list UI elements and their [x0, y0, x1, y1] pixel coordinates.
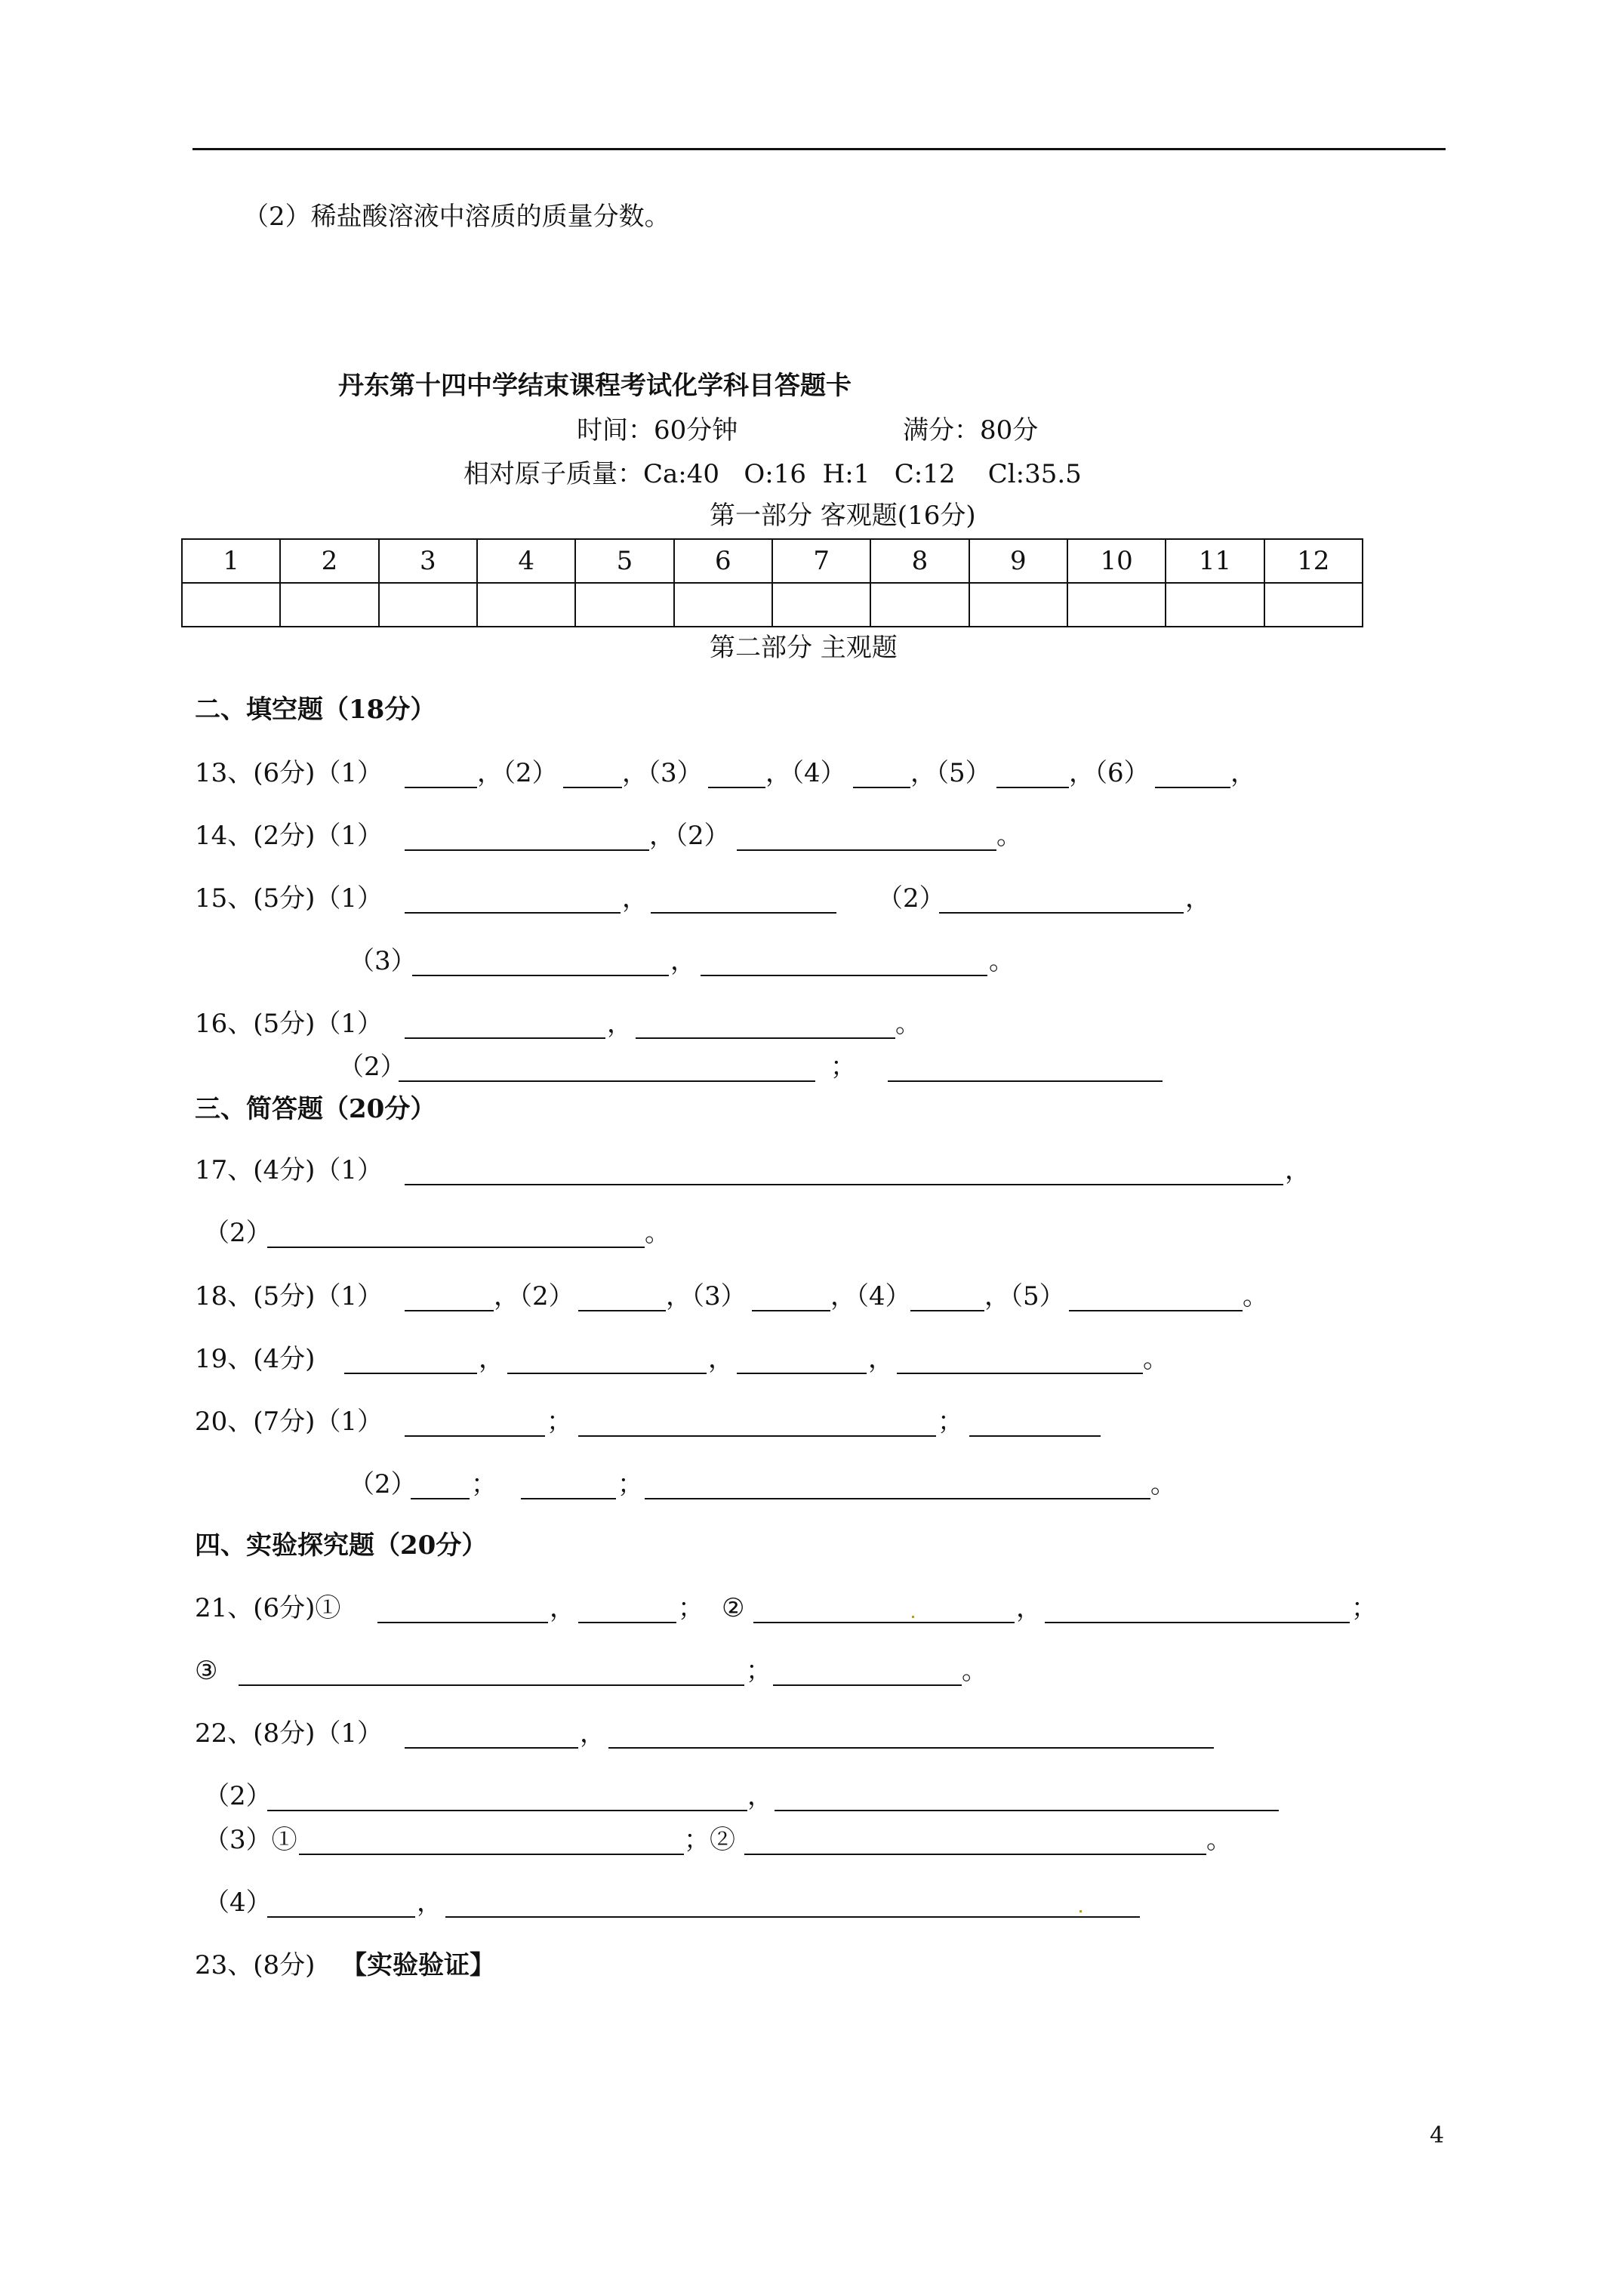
- scan-speck: [1079, 1910, 1082, 1912]
- q15-part-3: （3）: [349, 946, 417, 976]
- q20-blank-5[interactable]: [521, 1498, 616, 1499]
- q14-end: 。: [996, 821, 1022, 851]
- q19-blank-1[interactable]: [344, 1373, 477, 1374]
- grid-col-8: 8: [870, 539, 969, 583]
- card-title: 丹东第十四中学结束课程考试化学科目答题卡: [338, 371, 852, 401]
- grid-col-4: 4: [477, 539, 575, 583]
- q20-blank-4[interactable]: [411, 1498, 470, 1499]
- q16-comma-1: ，: [607, 1009, 633, 1039]
- q20-part-2: （2）: [349, 1469, 417, 1499]
- q22-blank-8[interactable]: [445, 1916, 1140, 1918]
- q22-label: 22、(8分)（1）: [195, 1718, 383, 1749]
- q20-blank-2[interactable]: [578, 1435, 936, 1437]
- q15-end-3: 。: [989, 946, 1015, 976]
- q13-blank-6[interactable]: [1155, 787, 1230, 788]
- q13-blank-2[interactable]: [563, 787, 622, 788]
- q19-comma-1: ，: [479, 1344, 504, 1374]
- q16-blank-2[interactable]: [636, 1037, 895, 1039]
- grid-col-12: 12: [1264, 539, 1363, 583]
- q20-semicolon-3: ；: [471, 1469, 497, 1499]
- answer-cell-2[interactable]: [280, 583, 378, 627]
- grid-col-11: 11: [1166, 539, 1264, 583]
- q20-semicolon-4: ；: [617, 1469, 643, 1499]
- q22-blank-7[interactable]: [267, 1916, 415, 1918]
- full-score: 满分：80分: [903, 415, 1039, 445]
- q13-part-6: ，（6）: [1069, 758, 1150, 788]
- q17-blank-2[interactable]: [267, 1247, 645, 1248]
- q21-blank-5[interactable]: [239, 1684, 744, 1686]
- q18-blank-2[interactable]: [578, 1310, 666, 1311]
- q17-blank-1[interactable]: [405, 1184, 1283, 1185]
- answer-cell-6[interactable]: [674, 583, 772, 627]
- q19-comma-2: ，: [708, 1344, 734, 1374]
- q21-blank-4[interactable]: [1045, 1622, 1350, 1623]
- answer-cell-9[interactable]: [969, 583, 1067, 627]
- q15-part-2: （2）: [877, 883, 945, 914]
- q13-label: 13、(6分)（1）: [195, 758, 383, 788]
- q21-label: 21、(6分)①: [195, 1593, 341, 1623]
- q20-end: 。: [1150, 1469, 1176, 1499]
- page-number: 4: [1430, 2122, 1445, 2149]
- q15-blank-5[interactable]: [701, 975, 987, 976]
- q22-comma-4: ，: [417, 1888, 442, 1918]
- section-short-answer: 三、简答题（20分）: [195, 1094, 436, 1124]
- q16-part-2: （2）: [338, 1052, 406, 1082]
- q21-comma-2: ，: [1016, 1593, 1042, 1623]
- q20-blank-3[interactable]: [969, 1435, 1101, 1437]
- exam-time: 时间：60分钟: [577, 415, 738, 445]
- q19-comma-3: ，: [868, 1344, 894, 1374]
- q15-blank-2[interactable]: [651, 912, 836, 914]
- q15-label: 15、(5分)（1）: [195, 883, 383, 914]
- q15-blank-4[interactable]: [412, 975, 669, 976]
- q21-blank-6[interactable]: [773, 1684, 962, 1686]
- q14-part-2: ，（2）: [649, 821, 730, 851]
- q18-part-3: ，（3）: [666, 1281, 747, 1311]
- q21-comma-1: ，: [550, 1593, 575, 1623]
- answer-cell-1[interactable]: [182, 583, 280, 627]
- q18-blank-1[interactable]: [405, 1310, 494, 1311]
- grid-col-3: 3: [379, 539, 477, 583]
- grid-col-10: 10: [1067, 539, 1166, 583]
- q19-blank-4[interactable]: [897, 1373, 1143, 1374]
- q22-comma-1: ，: [580, 1718, 605, 1749]
- q16-blank-1[interactable]: [405, 1037, 605, 1039]
- q13-part-3: ，（3）: [622, 758, 703, 788]
- q21-blank-1[interactable]: [377, 1622, 548, 1623]
- q18-part-4: ，（4）: [830, 1281, 911, 1311]
- q22-part-4: （4）: [204, 1888, 272, 1918]
- q22-blank-6[interactable]: [744, 1854, 1206, 1855]
- q18-blank-4[interactable]: [910, 1310, 984, 1311]
- q20-semicolon-2: ；: [938, 1407, 963, 1437]
- q14-blank-1[interactable]: [405, 849, 649, 851]
- top-rule: [192, 148, 1446, 150]
- q21-semicolon-2: ；: [1351, 1593, 1377, 1623]
- grid-col-2: 2: [280, 539, 378, 583]
- answer-cell-3[interactable]: [379, 583, 477, 627]
- q15-end: ，: [1185, 883, 1211, 914]
- q20-semicolon-1: ；: [547, 1407, 572, 1437]
- answer-cell-11[interactable]: [1166, 583, 1264, 627]
- q20-blank-6[interactable]: [645, 1498, 1150, 1499]
- q21-semicolon-1: ；: [678, 1593, 704, 1623]
- q13-part-2: ，（2）: [477, 758, 558, 788]
- q15-blank-3[interactable]: [939, 912, 1184, 914]
- q15-comma-3: ，: [670, 946, 696, 976]
- objective-answer-grid: [181, 538, 1363, 627]
- q21-circle-3: ③: [195, 1656, 218, 1686]
- q16-semicolon: ；: [830, 1052, 856, 1082]
- grid-col-1: 1: [182, 539, 280, 583]
- answer-cell-12[interactable]: [1264, 583, 1363, 627]
- q17-part-2: （2）: [204, 1218, 272, 1248]
- q19-blank-3[interactable]: [737, 1373, 867, 1374]
- grid-col-9: 9: [969, 539, 1067, 583]
- q13-blank-3[interactable]: [708, 787, 765, 788]
- answer-cell-7[interactable]: [772, 583, 870, 627]
- q17-end: ，: [1285, 1155, 1310, 1185]
- q15-blank-1[interactable]: [405, 912, 621, 914]
- q19-blank-2[interactable]: [507, 1373, 707, 1374]
- answer-cell-5[interactable]: [575, 583, 673, 627]
- q17-label: 17、(4分)（1）: [195, 1155, 383, 1185]
- q20-blank-1[interactable]: [405, 1435, 545, 1437]
- part-one-heading: 第一部分 客观题(16分): [710, 501, 976, 531]
- q19-end: 。: [1143, 1344, 1169, 1374]
- q18-end: 。: [1243, 1281, 1268, 1311]
- q16-blank-3[interactable]: [399, 1080, 815, 1082]
- q22-comma-2: ，: [747, 1781, 773, 1811]
- q18-blank-5[interactable]: [1069, 1310, 1243, 1311]
- q18-blank-3[interactable]: [752, 1310, 830, 1311]
- q21-blank-3[interactable]: [753, 1622, 1015, 1623]
- q22-blank-3[interactable]: [267, 1810, 747, 1811]
- q18-part-2: ，（2）: [494, 1281, 574, 1311]
- header-question: （2）稀盐酸溶液中溶质的质量分数。: [243, 202, 670, 232]
- answer-cell-4[interactable]: [477, 583, 575, 627]
- q17-end-2: 。: [645, 1218, 670, 1248]
- part-two-heading: 第二部分 主观题: [710, 633, 898, 663]
- q13-end: ，: [1230, 758, 1256, 788]
- q22-blank-4[interactable]: [775, 1810, 1279, 1811]
- q14-blank-2[interactable]: [737, 849, 996, 851]
- q23-label: 23、(8分): [195, 1950, 316, 1980]
- atomic-masses: 相对原子质量：Ca:40 O:16 H:1 C:12 Cl:35.5: [463, 459, 1082, 489]
- q13-blank-1[interactable]: [405, 787, 477, 788]
- grid-col-7: 7: [772, 539, 870, 583]
- scan-speck: [912, 1616, 914, 1618]
- grid-header-row: [182, 539, 1363, 583]
- q21-end: 。: [962, 1656, 987, 1686]
- q20-label: 20、(7分)（1）: [195, 1407, 383, 1437]
- section-fill-in: 二、填空题（18分）: [195, 695, 436, 725]
- answer-cell-10[interactable]: [1067, 583, 1166, 627]
- q19-label: 19、(4分): [195, 1344, 316, 1374]
- q15-comma-1: ，: [622, 883, 648, 914]
- q21-circle-2: ②: [722, 1593, 745, 1623]
- q16-label: 16、(5分)（1）: [195, 1009, 383, 1039]
- q16-blank-4[interactable]: [888, 1080, 1163, 1082]
- q22-part-3: （3）①: [204, 1825, 297, 1855]
- q18-label: 18、(5分)（1）: [195, 1281, 383, 1311]
- q21-semicolon-3: ；: [746, 1656, 771, 1686]
- q23-experiment-tag: 【实验验证】: [341, 1950, 495, 1980]
- q21-blank-2[interactable]: [578, 1622, 676, 1623]
- q22-blank-5[interactable]: [299, 1854, 684, 1855]
- q13-blank-4[interactable]: [853, 787, 910, 788]
- answer-cell-8[interactable]: [870, 583, 969, 627]
- grid-col-5: 5: [575, 539, 673, 583]
- q22-end-3: 。: [1206, 1825, 1232, 1855]
- q22-part-2: （2）: [204, 1781, 272, 1811]
- q22-blank-2[interactable]: [608, 1747, 1214, 1749]
- grid-answer-row: [182, 583, 1363, 627]
- q16-end: 。: [895, 1009, 921, 1039]
- q13-blank-5[interactable]: [996, 787, 1069, 788]
- section-experiment: 四、实验探究题（20分）: [195, 1530, 488, 1561]
- q22-part-3b: ；②: [684, 1825, 735, 1855]
- q13-part-4: ，（4）: [765, 758, 846, 788]
- q22-blank-1[interactable]: [405, 1747, 578, 1749]
- q14-label: 14、(2分)（1）: [195, 821, 383, 851]
- q13-part-5: ，（5）: [910, 758, 991, 788]
- q18-part-5: ，（5）: [984, 1281, 1065, 1311]
- grid-col-6: 6: [674, 539, 772, 583]
